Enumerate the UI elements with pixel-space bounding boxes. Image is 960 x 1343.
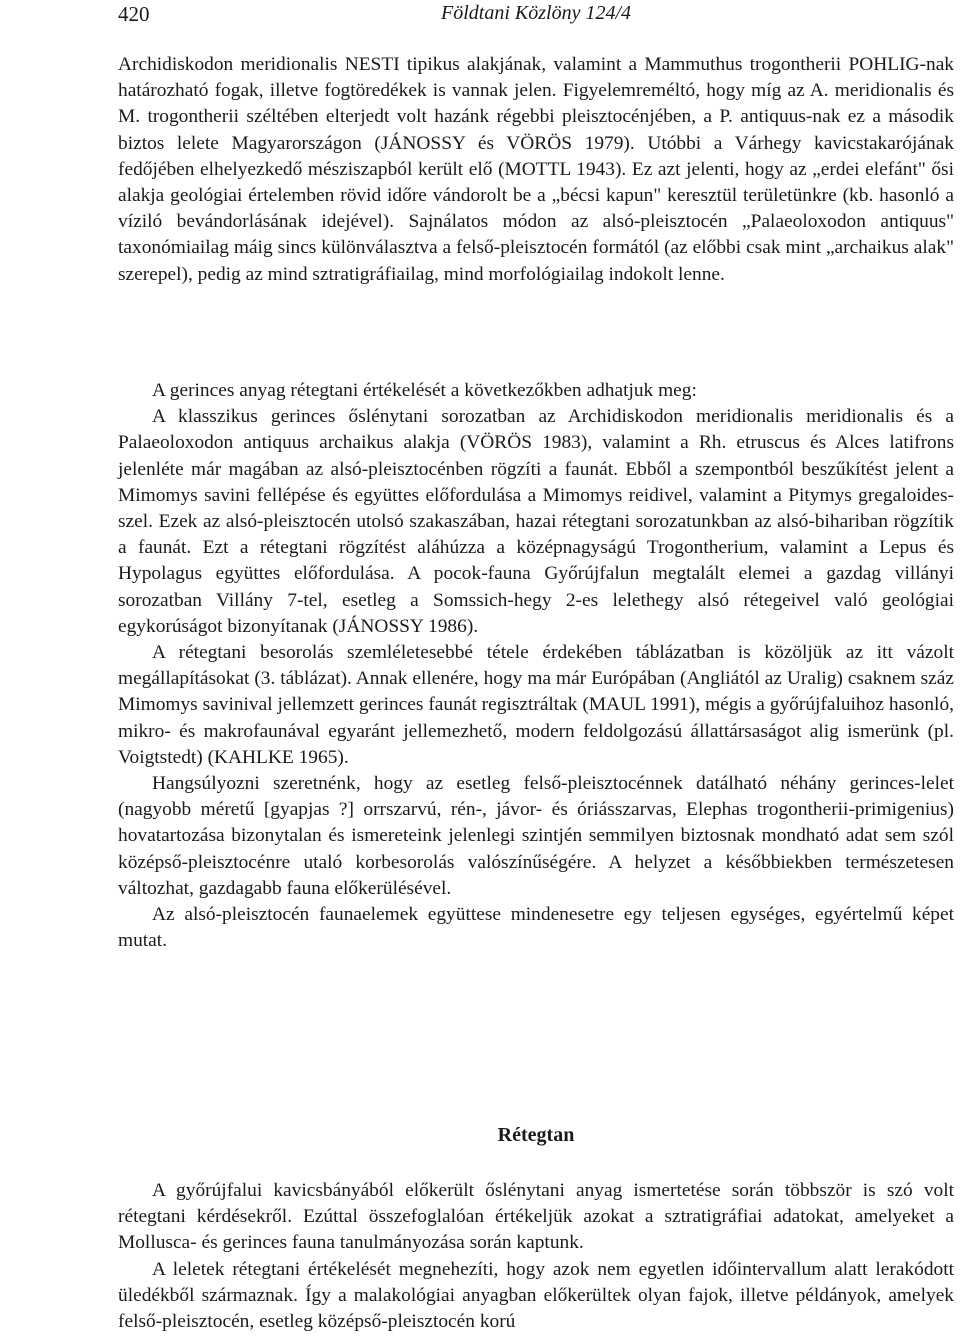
- paragraph: Hangsúlyozni szeretnénk, hogy az esetleg felső-pleisztocénnek datálható néhány gerinces-lelet (nagyobb méretű [gyapjas ?] orrszarvú, rén-, jávor- és óriásszarvas, Elephas trogontherii-primigenius) hovatartozása bizonytalan és ismereteink jelenlegi szintjén semmilyen biztosnak mondható adat sem szól középső-pleisztocénre utaló korbesorolás valószínűségére. A helyzet a későbbiekben természetesen változhat, gazdagabb fauna előkerülésével.: [118, 773, 954, 899]
- paragraph: Archidiskodon meridionalis NESTI tipikus alakjának, valamint a Mammuthus trogontherii POHLIG-nak határozható fogak, illetve fogtöredékek is vannak jelen. Figyelemreméltó, hogy míg az A. meridionalis és M. trogontherii széltében elterjedt volt hazánk régebbi pleisztocénjében, a P. antiquus-nak ez a második biztos lelete Magyarországon (JÁNOSSY és VÖRÖS 1979). Utóbbi a Várhegy kavicstakarójának fedőjében elhelyezkedő mésziszapból került elő (MOTTL 1943). Ez azt jelenti, hogy az „erdei elefánt" ősi alakja geológiai értelemben rövid időre vándorolt be a „bécsi kapun" keresztül területünkre (kb. hasonló a víziló bevándorlásának idejével). Sajnálatos módon az alsó-pleisztocén „Palaeoloxodon antiquus" taxonómiailag máig sincs különválasztva a felső-pleisztocén formától (az előbbi csak mint „archaikus alak" szerepel), pedig az mind sztratigráfiailag, mind morfológiailag indokolt lenne.: [118, 54, 954, 285]
- paragraph: A klasszikus gerinces őslénytani sorozatban az Archidiskodon meridionalis meridionalis és a Palaeoloxodon antiquus archaikus alakja (VÖRÖS 1983), valamint a Rh. etruscus és Alces latifrons jelenléte már magában az alsó-pleisztocénben rögzíti a faunát. Ebből a szempontból beszűkítést jelent a Mimomys savini fellépése és együttes előfordulása a Mimomys reidivel, valamint a Pitymys gregaloides-szel. Ezek az alsó-pleisztocén utolsó szakaszában, hazai rétegtani sorozatunkban az alsó-bihariban rögzítik a faunát. Ezt a rétegtani rögzítést aláhúzza a középnagyságú Trogontherium, valamint a Lepus és Hypolagus együttes előfordulása. A pocok-fauna Győrújfalun megtalált elemei a gazdag villányi sorozatban Villány 7-tel, esetleg a Somssich-hegy 2-es lelethegy alsó rétegeivel való geológiai egykorúságot bizonyítanak (JÁNOSSY 1986).: [118, 406, 954, 637]
- paragraph: A leletek rétegtani értékelését megnehezíti, hogy azok nem egyetlen időintervallum alatt lerakódott üledékből származnak. Így a malakológiai anyagban előkerültek olyan fajok, illetve példányok, amelyek felső-pleisztocén, esetleg középső-pleisztocén korú: [118, 1258, 954, 1333]
- journal-title: Földtani Közlöny 124/4: [441, 2, 631, 24]
- page-header: [118, 2, 954, 32]
- section-heading: Rétegtan: [497, 1124, 575, 1146]
- text-block-main: [118, 378, 954, 954]
- paragraph: A győrújfalui kavicsbányából előkerült őslénytani anyag ismertetése során többször is szó volt rétegtani kérdésekről. Ezúttal összefoglalóan értékeljük azokat a sztratigráfiai adatokat, amelyeket a Mollusca- és gerinces fauna tanulmányozása során kaptunk.: [118, 1180, 954, 1254]
- text-block-bottom: [118, 1178, 954, 1335]
- paragraph: A rétegtani besorolás szemléletesebbé tétele érdekében táblázatban is közöljük az itt vázolt megállapításokat (3. táblázat). Annak ellenére, hogy ma már Európában (Angliától az Uralig) csaknem száz Mimomys savinival jellemzett gerinces faunát regisztráltak (MAUL 1991), mégis a győrújfaluihoz hasonló, mikro- és makrofaunával egyaránt jellemezhető, modern feldolgozású állattársaságot alig ismerünk (pl. Voigtstedt) (KAHLKE 1965).: [118, 642, 954, 768]
- page-number: 420: [118, 2, 150, 26]
- text-block-top: [118, 52, 954, 288]
- paragraph: A gerinces anyag rétegtani értékelését a következőkben adhatjuk meg:: [152, 380, 697, 401]
- paragraph: Az alsó-pleisztocén faunaelemek együttese mindenesetre egy teljesen egységes, egyértelmű képet mutat.: [118, 904, 954, 952]
